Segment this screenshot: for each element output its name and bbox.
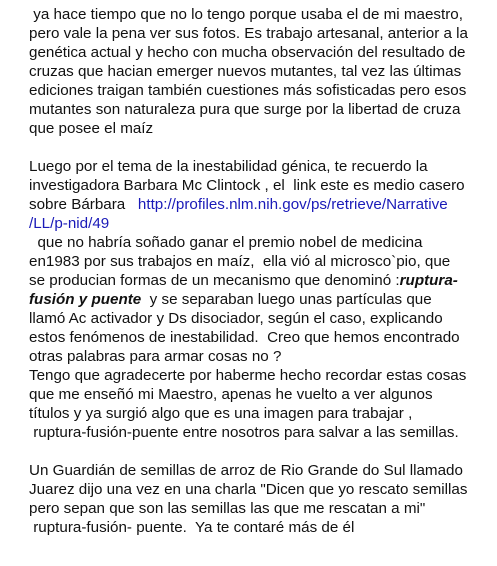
text-line: títulos y ya surgió algo que es una imagen para trabajar , <box>29 405 413 422</box>
text-span: y se separaban luego unas partículas que <box>141 291 432 308</box>
paragraph-3 <box>29 461 489 537</box>
text-line: Luego por el tema de la inestabilidad génica, te recuerdo la <box>29 158 428 175</box>
text-line: genética actual y hecho con mucha observación del resultado de <box>29 44 466 61</box>
text-line: investigadora Barbara Mc Clintock , el link este es medio casero <box>29 177 465 194</box>
text-line: pero vale la pena ver sus fotos. Es trabajo artesanal, anterior a la <box>29 25 468 42</box>
paragraph-1 <box>29 5 489 138</box>
text-line: en1983 por sus trabajos en maíz, ella vió al microsco`pio, que <box>29 253 451 270</box>
text-line: pero sepan que son las semillas las que me rescatan a mi" <box>29 500 426 517</box>
text-line <box>29 271 489 290</box>
paragraph-spacer <box>29 442 489 461</box>
paragraph-spacer <box>29 138 489 157</box>
text-line <box>29 214 489 233</box>
mcclintock-profile-link-part-1[interactable]: http://profiles.nlm.nih.gov/ps/retrieve/Narrative <box>137 196 448 213</box>
text-line: ruptura-fusión- puente. Ya te contaré más de él <box>29 519 355 536</box>
text-line: estos fenómenos de inestabilidad. Creo que hemos encontrado <box>29 329 460 346</box>
text-line: Un Guardián de semillas de arroz de Rio Grande do Sul llamado <box>29 462 463 479</box>
text-line: mutantes son naturaleza pura que surge por la libertad de cruza <box>29 101 461 118</box>
text-line: que no habría soñado ganar el premio nobel de medicina <box>29 234 423 251</box>
emphasis-term: ruptura- <box>399 272 458 289</box>
text-line: cruzas que hacian emerger nuevos mutantes, tal vez las últimas <box>29 63 462 80</box>
text-line: otras palabras para armar cosas no ? <box>29 348 282 365</box>
emphasis-term: fusión y puente <box>29 291 142 308</box>
text-line: Juarez dijo una vez en una charla "Dicen que yo rescato semillas <box>29 481 468 498</box>
mcclintock-profile-link-part-2[interactable]: /LL/p-nid/49 <box>29 215 110 232</box>
text-line: llamó Ac activador y Ds disociador, según el caso, explicando <box>29 310 443 327</box>
text-line: Tengo que agradecerte por haberme hecho recordar estas cosas <box>29 367 467 384</box>
text-line: ya hace tiempo que no lo tengo porque usaba el de mi maestro, <box>29 6 463 23</box>
text-line: que me enseñó mi Maestro, apenas he vuelto a ver algunos <box>29 386 433 403</box>
text-line: que posee el maíz <box>29 120 154 137</box>
text-span: sobre Bárbara <box>29 196 138 213</box>
paragraph-2 <box>29 157 489 442</box>
document-body <box>29 5 489 537</box>
text-line: ediciones traigan también cuestiones más sofisticadas pero esos <box>29 82 467 99</box>
text-line <box>29 195 489 214</box>
text-line <box>29 290 489 309</box>
text-span: se producian formas de un mecanismo que denominó : <box>29 272 400 289</box>
text-line: ruptura-fusión-puente entre nosotros para salvar a las semillas. <box>29 424 459 441</box>
